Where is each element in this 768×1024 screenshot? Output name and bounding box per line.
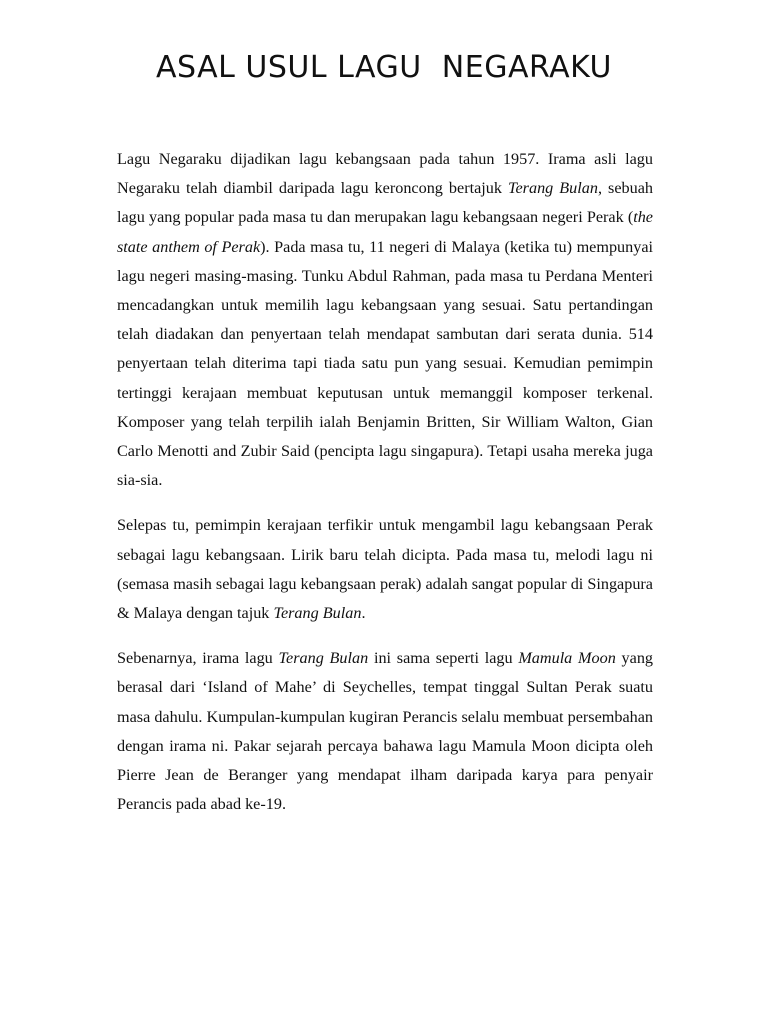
page-title: ASAL USUL LAGU NEGARAKU [156, 50, 612, 85]
italic-english-phrase: the state anthem of Perak [117, 208, 653, 256]
paragraph-2-text: Selepas tu, pemimpin kerajaan terfikir untuk mengambil lagu kebangsaan Perak sebagai lagu kebangsaan. Lirik baru telah dicipta. Pada masa tu, melodi lagu ni (semasa masih sebagai lagu kebangsaan perak) adalah sangat popular di Singapura & Malaya dengan tajuk [117, 516, 653, 623]
paragraph-1-text: Lagu Negaraku dijadikan lagu kebangsaan pada tahun 1957. Irama asli lagu Negaraku telah diambil daripada lagu keroncong bertajuk [117, 150, 653, 198]
paragraph-1 [117, 145, 653, 495]
paragraph-2-text: . [361, 604, 366, 623]
paragraph-3 [117, 644, 653, 819]
paragraph-2 [117, 511, 653, 628]
italic-song-title: Terang Bulan [273, 604, 362, 623]
paragraph-1-text: ). Pada masa tu, 11 negeri di Malaya (ketika tu) mempunyai lagu negeri masing-masing. Tunku Abdul Rahman, pada masa tu Perdana Menteri mencadangkan untuk memilih lagu kebangsaan yang sesuai. Satu pertandingan telah diadakan dan penyertaan telah mendapat sambutan dari serata dunia. 514 penyertaan telah diterima tapi tiada satu pun yang sesuai. Kemudian pemimpin tertinggi kerajaan membuat keputusan untuk memanggil komposer terkenal. Komposer yang telah terpilih ialah Benjamin Britten, Sir William Walton, Gian Carlo Menotti and Zubir Said (pencipta lagu singapura). Tetapi usaha mereka juga sia-sia. [117, 237, 654, 490]
italic-song-title: Terang Bulan [507, 179, 598, 198]
italic-song-title: Mamula Moon [518, 649, 616, 668]
italic-song-title: Terang Bulan [278, 649, 369, 668]
paragraph-3-text: yang berasal dari ‘Island of Mahe’ di Seychelles, tempat tinggal Sultan Perak suatu masa dahulu. Kumpulan-kumpulan kugiran Perancis selalu membuat persembahan dengan irama ni. Pakar sejarah percaya bahawa lagu Mamula Moon dicipta oleh Pierre Jean de Beranger yang mendapat ilham daripada karya para penyair Perancis pada abad ke-19. [117, 649, 654, 814]
document-body [117, 145, 653, 835]
paragraph-3-text: ini sama seperti lagu [368, 649, 519, 668]
paragraph-3-text: Sebenarnya, irama lagu [117, 649, 279, 668]
paragraph-1-text: , sebuah lagu yang popular pada masa tu dan merupakan lagu kebangsaan negeri Perak ( [117, 179, 653, 227]
